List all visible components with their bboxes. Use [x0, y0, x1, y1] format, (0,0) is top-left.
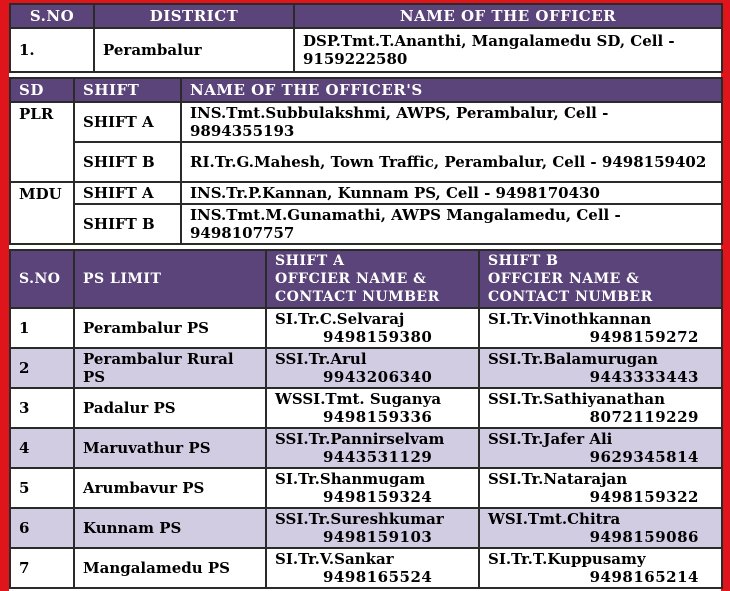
shift-a-name: SI.Tr.Shanmugam	[275, 470, 426, 488]
header-ps-limit: PS LIMIT	[74, 250, 266, 308]
shift-row	[10, 102, 722, 142]
shift-b-number: 8072119229	[589, 408, 699, 426]
shift-a-number: 9498165524	[323, 568, 433, 586]
sd-plr: PLR	[10, 102, 74, 182]
shift-b-number: 9443333443	[589, 368, 699, 386]
shift-label: SHIFT A	[74, 182, 181, 204]
shift-a-number: 9443531129	[323, 448, 433, 466]
ps-limit: Maruvathur PS	[74, 428, 266, 468]
shift-b-number: 9498159272	[589, 328, 699, 346]
shift-b-name: SSI.Tr.Sathiyanathan	[488, 390, 665, 408]
ps-header-row	[10, 250, 722, 308]
header-shift-a-line1: SHIFT A	[275, 253, 345, 269]
shift-officer: INS.Tmt.Subbulakshmi, AWPS, Perambalur, Cell - 9894355193	[181, 102, 722, 142]
shift-a-officer	[266, 508, 479, 548]
shift-b-officer	[479, 388, 722, 428]
ps-sno: 1	[10, 308, 74, 348]
district-header-row	[10, 4, 722, 28]
shift-a-name: SSI.Tr.Sureshkumar	[275, 510, 444, 528]
ps-sno: 5	[10, 468, 74, 508]
district-table	[9, 3, 723, 73]
ps-sno: 3	[10, 388, 74, 428]
ps-limit: Perambalur PS	[74, 308, 266, 348]
header-shift-a-line2: OFFCIER NAME &	[275, 271, 427, 287]
shift-a-name: SSI.Tr.Arul	[275, 350, 367, 368]
shift-b-officer	[479, 548, 722, 588]
table-row	[10, 388, 722, 428]
shift-b-name: SI.Tr.Vinothkannan	[488, 310, 652, 328]
header-shift-b-line1: SHIFT B	[488, 253, 559, 269]
shift-label: SHIFT A	[74, 102, 181, 142]
ps-table-body	[10, 308, 722, 588]
header-officers: NAME OF THE OFFICER'S	[181, 78, 722, 102]
shift-a-number: 9498159324	[323, 488, 433, 506]
shift-row	[10, 182, 722, 204]
ps-sno: 4	[10, 428, 74, 468]
ps-limit: Padalur PS	[74, 388, 266, 428]
ps-sno: 2	[10, 348, 74, 388]
shift-officer: INS.Tr.P.Kannan, Kunnam PS, Cell - 9498170430	[181, 182, 722, 204]
header-shift-b-line2: OFFCIER NAME &	[488, 271, 640, 287]
shift-b-name: SSI.Tr.Jafer Ali	[488, 430, 613, 448]
header-officer: NAME OF THE OFFICER	[294, 4, 722, 28]
header-shift-b-line3: CONTACT NUMBER	[488, 289, 653, 305]
shift-b-name: WSI.Tmt.Chitra	[488, 510, 621, 528]
shift-a-officer	[266, 308, 479, 348]
shift-label: SHIFT B	[74, 204, 181, 244]
ps-limit: Kunnam PS	[74, 508, 266, 548]
shift-header-row	[10, 78, 722, 102]
shift-a-officer	[266, 548, 479, 588]
shift-a-number: 9943206340	[323, 368, 433, 386]
shift-a-officer	[266, 428, 479, 468]
sd-mdu: MDU	[10, 182, 74, 244]
shift-b-name: SI.Tr.T.Kuppusamy	[488, 550, 646, 568]
header-sno: S.NO	[10, 4, 94, 28]
table-row	[10, 308, 722, 348]
shift-b-name: SSI.Tr.Natarajan	[488, 470, 628, 488]
shift-label: SHIFT B	[74, 142, 181, 182]
table-row	[10, 348, 722, 388]
header-shift-a	[266, 250, 479, 308]
shift-b-officer	[479, 348, 722, 388]
ps-sno: 6	[10, 508, 74, 548]
shift-b-number: 9498165214	[589, 568, 699, 586]
shift-row	[10, 204, 722, 244]
shift-officer: RI.Tr.G.Mahesh, Town Traffic, Perambalur, Cell - 9498159402	[181, 142, 722, 182]
header-district: DISTRICT	[94, 4, 294, 28]
shift-row	[10, 142, 722, 182]
shift-b-number: 9629345814	[589, 448, 699, 466]
shift-a-officer	[266, 468, 479, 508]
shift-b-officer	[479, 428, 722, 468]
shift-a-officer	[266, 388, 479, 428]
document-page	[9, 3, 721, 591]
district-name: Perambalur	[94, 28, 294, 72]
shift-a-officer	[266, 348, 479, 388]
ps-table	[9, 249, 723, 589]
table-row	[10, 508, 722, 548]
shift-b-number: 9498159322	[589, 488, 699, 506]
shift-a-name: SI.Tr.C.Selvaraj	[275, 310, 405, 328]
ps-sno: 7	[10, 548, 74, 588]
shift-a-name: SI.Tr.V.Sankar	[275, 550, 394, 568]
shift-a-number: 9498159380	[323, 328, 433, 346]
shift-a-number: 9498159336	[323, 408, 433, 426]
ps-limit: Perambalur Rural PS	[74, 348, 266, 388]
table-row	[10, 548, 722, 588]
shift-a-name: SSI.Tr.Pannirselvam	[275, 430, 445, 448]
shift-officer: INS.Tmt.M.Gunamathi, AWPS Mangalamedu, Cell - 9498107757	[181, 204, 722, 244]
district-row	[10, 28, 722, 72]
header-sd: SD	[10, 78, 74, 102]
table-row	[10, 428, 722, 468]
header-shift-b	[479, 250, 722, 308]
table-row	[10, 468, 722, 508]
shift-a-number: 9498159103	[323, 528, 433, 546]
shift-b-name: SSI.Tr.Balamurugan	[488, 350, 658, 368]
ps-limit: Arumbavur PS	[74, 468, 266, 508]
header-ps-sno: S.NO	[10, 250, 74, 308]
header-shift: SHIFT	[74, 78, 181, 102]
shift-a-name: WSSI.Tmt. Suganya	[275, 390, 442, 408]
district-sno: 1.	[10, 28, 94, 72]
shift-b-officer	[479, 308, 722, 348]
header-shift-a-line3: CONTACT NUMBER	[275, 289, 440, 305]
ps-limit: Mangalamedu PS	[74, 548, 266, 588]
district-officer: DSP.Tmt.T.Ananthi, Mangalamedu SD, Cell - 9159222580	[294, 28, 722, 72]
shift-b-number: 9498159086	[589, 528, 699, 546]
shift-table	[9, 77, 723, 245]
shift-b-officer	[479, 508, 722, 548]
shift-b-officer	[479, 468, 722, 508]
